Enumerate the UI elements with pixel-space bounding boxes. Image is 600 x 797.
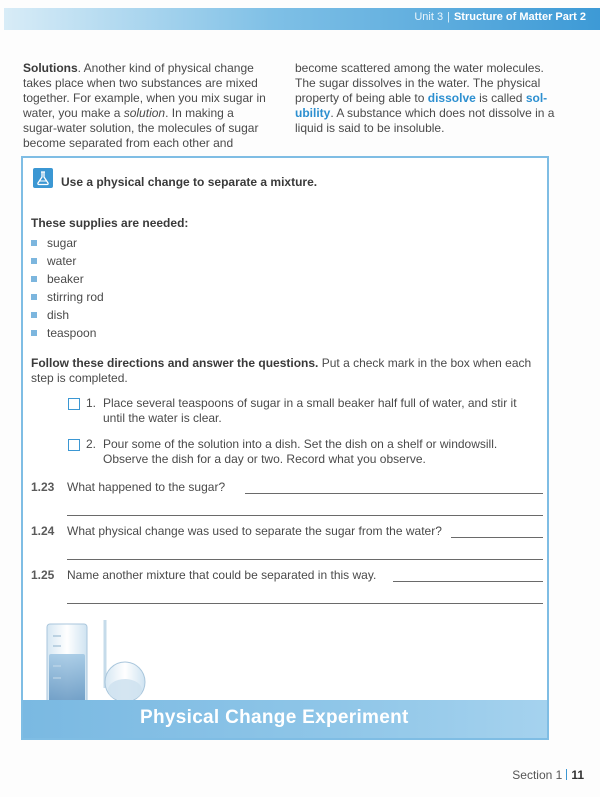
question-text: What physical change was used to separate the sugar from the water? [67, 524, 442, 538]
question-number: 1.23 [31, 480, 55, 494]
answer-line[interactable] [67, 559, 543, 560]
intro-column-left [23, 61, 270, 151]
question-number: 1.25 [31, 568, 55, 582]
answer-line[interactable] [67, 515, 543, 516]
bullet-icon [31, 240, 37, 246]
footer-divider [566, 769, 567, 780]
question-text: What happened to the sugar? [67, 480, 226, 494]
directions [31, 356, 541, 386]
intro-column-right [295, 61, 555, 136]
supply-label: water [47, 254, 77, 268]
unit-title: Structure of Matter Part 2 [453, 11, 586, 23]
flask-icon [33, 168, 53, 188]
intro-text: . A substance which does not dissolve in a liquid is said to be insoluble. [295, 106, 555, 135]
bullet-icon [31, 312, 37, 318]
answer-line[interactable] [245, 493, 543, 494]
beakers-illustration [43, 618, 153, 713]
supply-label: dish [47, 308, 70, 322]
supply-item [31, 234, 104, 252]
step-number: 1. [86, 396, 97, 410]
supply-item [31, 270, 104, 288]
supplies-heading: These supplies are needed: [31, 216, 189, 230]
intro-text: become scattered among the water molecules. The sugar dissolves in the water. The physical property of being able to [295, 61, 544, 105]
step-number: 2. [86, 437, 97, 451]
supply-item [31, 324, 104, 342]
solutions-term: Solutions [23, 61, 78, 75]
supply-item [31, 252, 104, 270]
directions-bold: Follow these directions and answer the questions. [31, 356, 319, 370]
supply-label: beaker [47, 272, 84, 286]
question-text: Name another mixture that could be separated in this way. [67, 568, 377, 582]
supply-label: teaspoon [47, 326, 97, 340]
answer-line[interactable] [67, 603, 543, 604]
supplies-list [31, 234, 104, 342]
step-checkbox[interactable] [68, 439, 80, 451]
answer-line[interactable] [393, 581, 543, 582]
intro-text: . Another kind of physical change takes place when two substances are mixed together. For example, when you mix sugar in water, you make a [23, 61, 266, 120]
running-header: Unit 3 | Structure of Matter Part 2 [414, 11, 586, 23]
solubility-keyword: sol-ubility [295, 91, 548, 120]
activity-box [21, 156, 549, 740]
question-number: 1.24 [31, 524, 55, 538]
dissolve-keyword: dissolve [427, 91, 476, 105]
experiment-title: Physical Change Experiment [140, 707, 409, 728]
page-footer [512, 768, 584, 782]
directions-text: Put a check mark in the box when each step is completed. [31, 356, 532, 385]
header-band [4, 8, 600, 30]
supply-label: sugar [47, 236, 78, 250]
bullet-icon [31, 258, 37, 264]
bullet-icon [31, 294, 37, 300]
supply-item [31, 306, 104, 324]
page-number: 11 [571, 768, 584, 782]
supply-item [31, 288, 104, 306]
section-label: Section 1 [512, 768, 563, 782]
activity-title: Use a physical change to separate a mixture. [61, 175, 318, 189]
step-text: Pour some of the solution into a dish. Set the dish on a shelf or windowsill. Observe the dish for a day or two. Record what you observe. [103, 437, 498, 466]
experiment-banner [23, 700, 547, 738]
bullet-icon [31, 276, 37, 282]
supply-label: stirring rod [47, 290, 104, 304]
unit-label: Unit 3 [414, 11, 444, 23]
solution-term: solution [123, 106, 166, 120]
step-checkbox[interactable] [68, 398, 80, 410]
intro-text: . In making a sugar-water solution, the molecules of sugar become separated from each other and [23, 106, 259, 150]
step-text: Place several teaspoons of sugar in a small beaker half full of water, and stir it until the water is clear. [103, 396, 517, 425]
answer-line[interactable] [451, 537, 543, 538]
intro-text: is called [475, 91, 526, 105]
bullet-icon [31, 330, 37, 336]
